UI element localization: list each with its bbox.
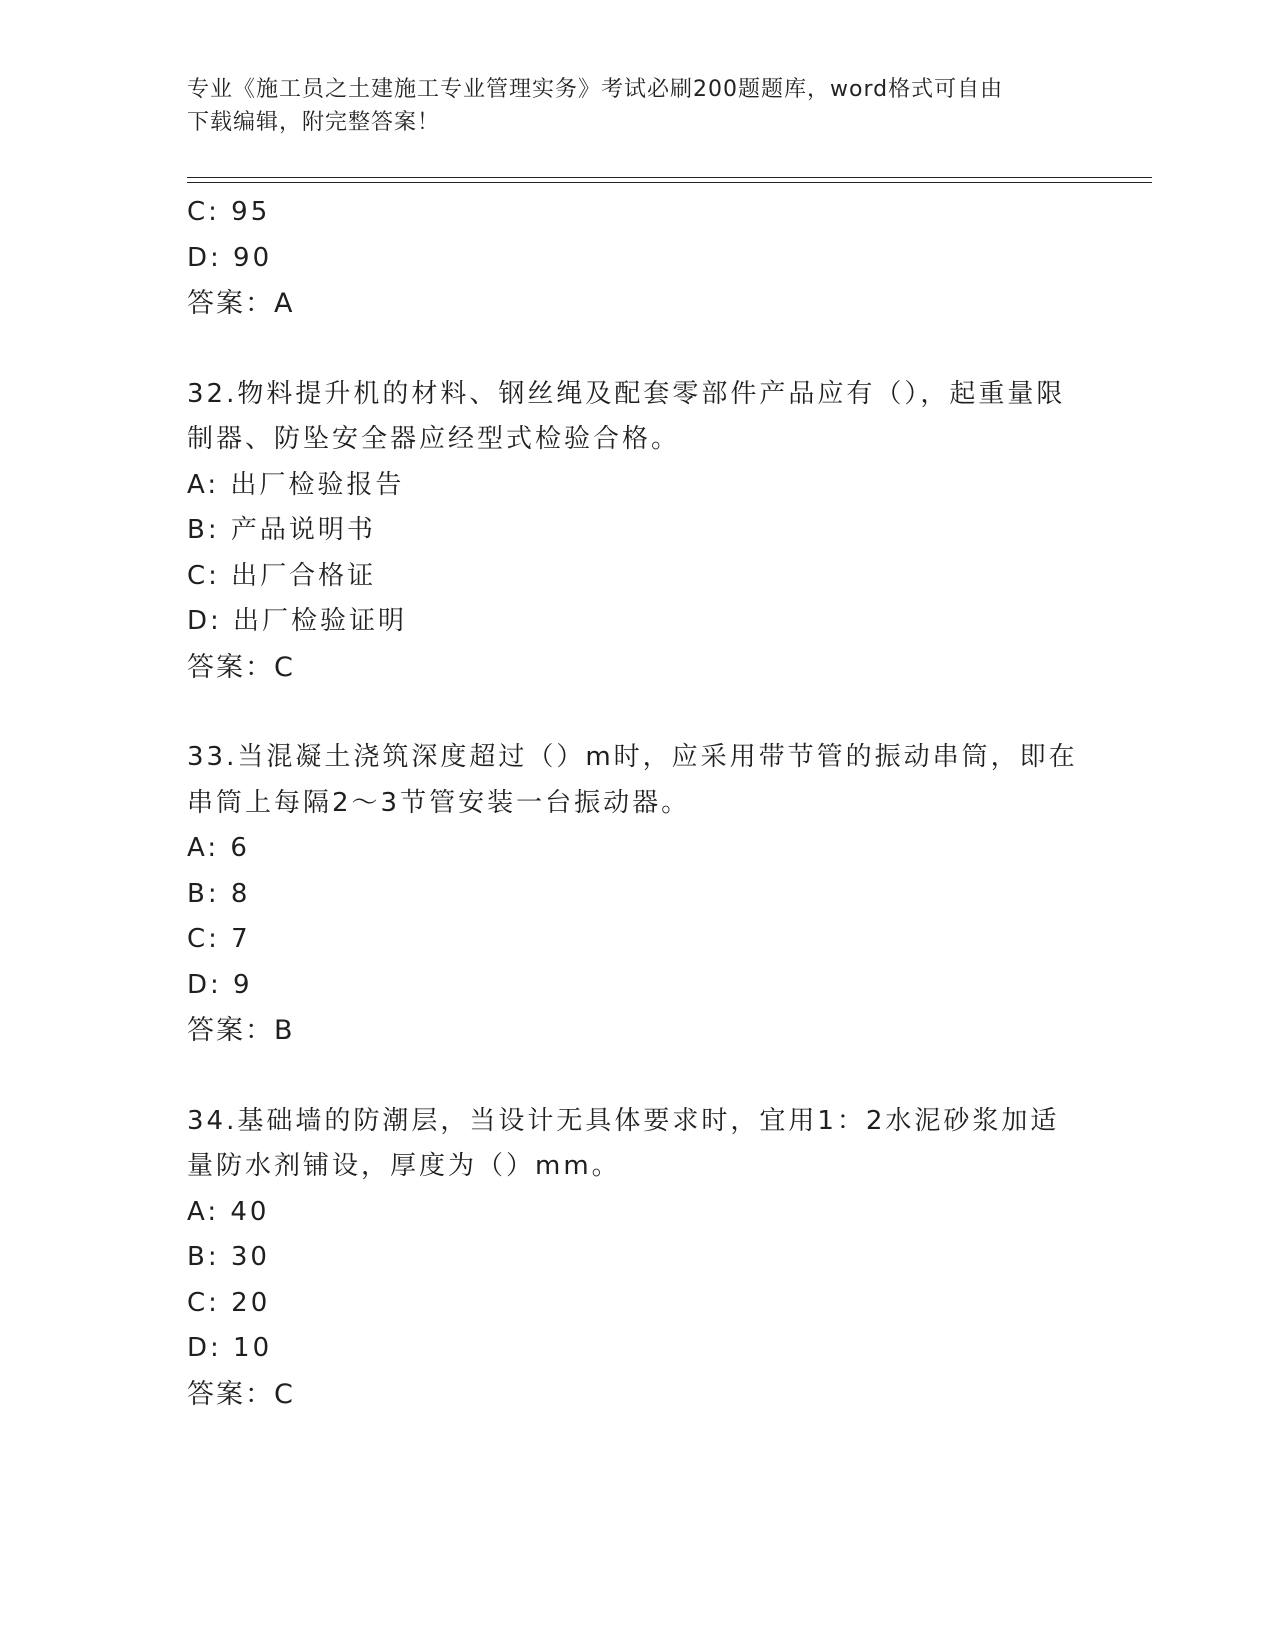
option-b: B: 产品说明书 bbox=[187, 515, 376, 545]
question-text-line: 33.当混凝土浇筑深度超过（）m时，应采用带节管的振动串筒，即在 bbox=[187, 742, 1078, 772]
option-b: B: 30 bbox=[187, 1242, 270, 1272]
option-a: A: 6 bbox=[187, 833, 250, 863]
answer-line: 答案：A bbox=[187, 288, 295, 319]
question-34 bbox=[187, 1099, 1087, 1418]
option-a: A: 40 bbox=[187, 1196, 270, 1227]
option-d: D: 9 bbox=[187, 969, 253, 1000]
question-list bbox=[187, 190, 1087, 1417]
option-a: A: 出厂检验报告 bbox=[187, 469, 405, 500]
answer-line: 答案：C bbox=[187, 1378, 295, 1410]
question-33 bbox=[187, 735, 1087, 1054]
option-c: C: 7 bbox=[187, 924, 251, 954]
spacer bbox=[187, 690, 1087, 735]
header-line-1: 专业《施工员之土建施工专业管理实务》考试必刷200题题库，word格式可自由 bbox=[187, 77, 1004, 102]
document-header bbox=[187, 73, 1087, 139]
spacer bbox=[187, 327, 1087, 372]
question-fragment bbox=[187, 190, 1087, 327]
question-text-line: 串筒上每隔2～3节管安装一台振动器。 bbox=[187, 787, 691, 818]
header-rule-top bbox=[187, 177, 1152, 178]
option-c: C: 出厂合格证 bbox=[187, 560, 377, 591]
option-b: B: 8 bbox=[187, 878, 251, 909]
question-32 bbox=[187, 372, 1087, 691]
header-rule-bottom bbox=[187, 182, 1152, 183]
option-c: C: 95 bbox=[187, 197, 271, 227]
spacer bbox=[187, 1054, 1087, 1099]
option-c: C: 20 bbox=[187, 1287, 271, 1318]
answer-line: 答案：C bbox=[187, 651, 295, 683]
option-d: D: 90 bbox=[187, 242, 273, 273]
option-d: D: 出厂检验证明 bbox=[187, 606, 408, 636]
question-text-line: 制器、防坠安全器应经型式检验合格。 bbox=[187, 424, 681, 454]
answer-line: 答案：B bbox=[187, 1015, 295, 1046]
question-text-line: 32.物料提升机的材料、钢丝绳及配套零部件产品应有（），起重量限 bbox=[187, 378, 1066, 409]
header-line-2: 下载编辑，附完整答案！ bbox=[187, 110, 441, 135]
option-d: D: 10 bbox=[187, 1333, 273, 1363]
question-text-line: 量防水剂铺设，厚度为（）mm。 bbox=[187, 1151, 621, 1181]
question-text-line: 34.基础墙的防潮层，当设计无具体要求时，宜用1：2水泥砂浆加适 bbox=[187, 1105, 1060, 1136]
